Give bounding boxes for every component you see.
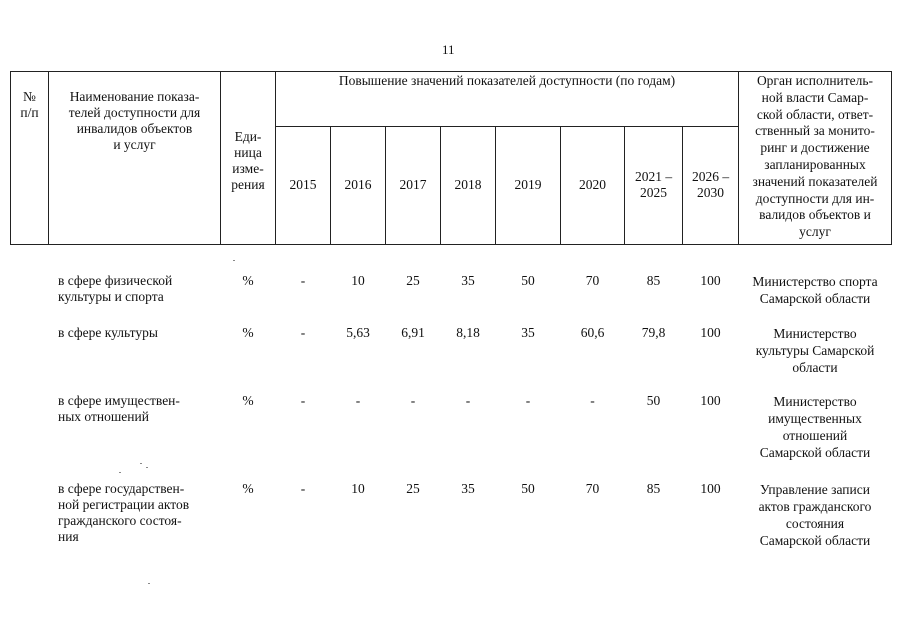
header-unit-line: Еди- [234,129,262,144]
value-2016: - [355,393,361,408]
value-2026-2030: 100 [700,325,721,340]
value-2026-2030: 100 [700,481,721,496]
row-agency [740,273,890,307]
row-unit: % [242,393,254,408]
header-name-line: телей доступности для [68,105,201,120]
header-organ-line: ственный за монито- [755,123,875,139]
header-organ-line: Орган исполнитель- [756,73,874,88]
row-name-line: ных отношений [58,409,149,424]
value-2019: 35 [521,325,535,340]
header-num-line: п/п [20,105,39,120]
header-num-line: № [23,89,36,104]
row-agency-line: Самарской области [759,445,871,460]
row-agency-line: области [792,360,838,375]
value-2018: 8,18 [456,325,480,340]
row-agency-line: Министерство [773,326,857,341]
scan-speck [148,583,150,584]
year-2019-header: 2019 [514,177,542,192]
row-unit: % [242,273,254,288]
row-agency-line: актов гражданского [758,499,872,514]
row-name-line: в сфере государствен- [58,481,185,496]
row-name [58,481,218,545]
col-group-header: Повышение значений показателей доступности (по годам) [338,73,676,88]
value-2016: 5,63 [346,325,370,340]
value-2019: - [525,393,531,408]
value-2021-2025: 79,8 [641,325,666,340]
table-header [10,71,892,245]
value-2020: - [590,393,595,408]
value-2019: 50 [521,481,535,496]
row-unit: % [242,325,254,340]
scan-speck [233,260,235,261]
value-2015: - [300,393,306,408]
year-2018-header: 2018 [454,177,482,192]
value-2017: 6,91 [401,325,425,340]
value-2017: 25 [406,273,420,288]
scan-speck [119,472,121,473]
year-2015-header: 2015 [289,177,317,192]
year-2016-header: 2016 [344,177,372,192]
header-unit-line: изме- [232,161,264,176]
value-2015: - [300,325,306,340]
row-agency-line: культуры Самарской [755,343,875,358]
year-range-line: 2026 – [691,169,730,184]
header-unit-line: рения [231,177,265,192]
row-name [58,273,218,305]
header-name-line: Наименование показа- [69,89,200,104]
header-organ-line: запланированных [764,156,866,172]
header-name-line: и услуг [113,137,156,152]
value-2026-2030: 100 [700,393,721,408]
row-name-line: ния [58,529,79,544]
value-2016: 10 [351,481,365,496]
value-2020: 60,6 [580,325,605,340]
row-name-line: ной регистрации актов [58,497,190,512]
value-2021-2025: 50 [646,393,661,408]
row-agency [740,481,890,549]
header-organ-line: валидов объектов и [759,207,871,223]
col-number-header [11,89,48,121]
year-range-line: 2021 – [634,169,673,184]
row-agency-line: Министерство [773,394,857,409]
year-range-line: 2030 [697,185,724,200]
value-2015: - [300,273,306,288]
value-2018: 35 [461,481,475,496]
row-name-line: в сфере имуществен- [58,393,180,408]
row-name-line: в сфере физической [58,273,173,288]
row-name-line: культуры и спорта [58,289,164,304]
row-unit: % [242,481,254,496]
row-name [58,393,218,425]
year-range-line: 2025 [640,185,667,200]
row-agency-line: Самарской области [759,291,871,306]
value-2021-2025: 85 [646,481,661,496]
value-2026-2030: 100 [700,273,721,288]
value-2018: 35 [461,273,475,288]
row-agency-line: Министерство спорта [752,274,878,289]
col-name-header [49,89,220,153]
row-name-line: в сфере культуры [58,325,158,340]
row-agency [740,393,890,461]
row-agency-line: Самарской области [759,533,871,548]
header-organ-line: доступности для ин- [755,190,875,206]
scan-speck [140,463,142,464]
value-2020: 70 [585,273,600,288]
year-2021-2025-header [625,169,682,201]
header-organ-line: значений показателей [752,173,878,189]
row-name-line: гражданского состоя- [58,513,182,528]
row-agency-line: состояния [785,516,845,531]
header-organ-line: ной власти Самар- [761,89,869,105]
header-organ-line: услуг [799,224,831,240]
value-2018: - [465,393,471,408]
col-organ-header [739,73,891,241]
value-2017: 25 [406,481,420,496]
page-number: 11 [442,42,455,57]
row-agency [740,325,890,376]
scan-speck [146,467,148,468]
value-2016: 10 [351,273,365,288]
col-unit-header [221,129,275,193]
value-2021-2025: 85 [646,273,661,288]
year-2017-header: 2017 [399,177,427,192]
value-2015: - [300,481,306,496]
header-organ-line: ской области, ответ- [756,106,874,122]
header-unit-line: ница [234,145,262,160]
row-name [58,325,218,341]
row-agency-line: отношений [782,428,848,443]
year-2026-2030-header [683,169,738,201]
value-2020: 70 [585,481,600,496]
header-organ-line: ринг и достижение [760,140,870,156]
row-agency-line: Управление записи [760,482,870,497]
year-2020-header: 2020 [579,177,606,192]
row-agency-line: имущественных [768,411,862,426]
value-2017: - [410,393,416,408]
value-2019: 50 [521,273,535,288]
header-name-line: инвалидов объектов [76,121,193,136]
